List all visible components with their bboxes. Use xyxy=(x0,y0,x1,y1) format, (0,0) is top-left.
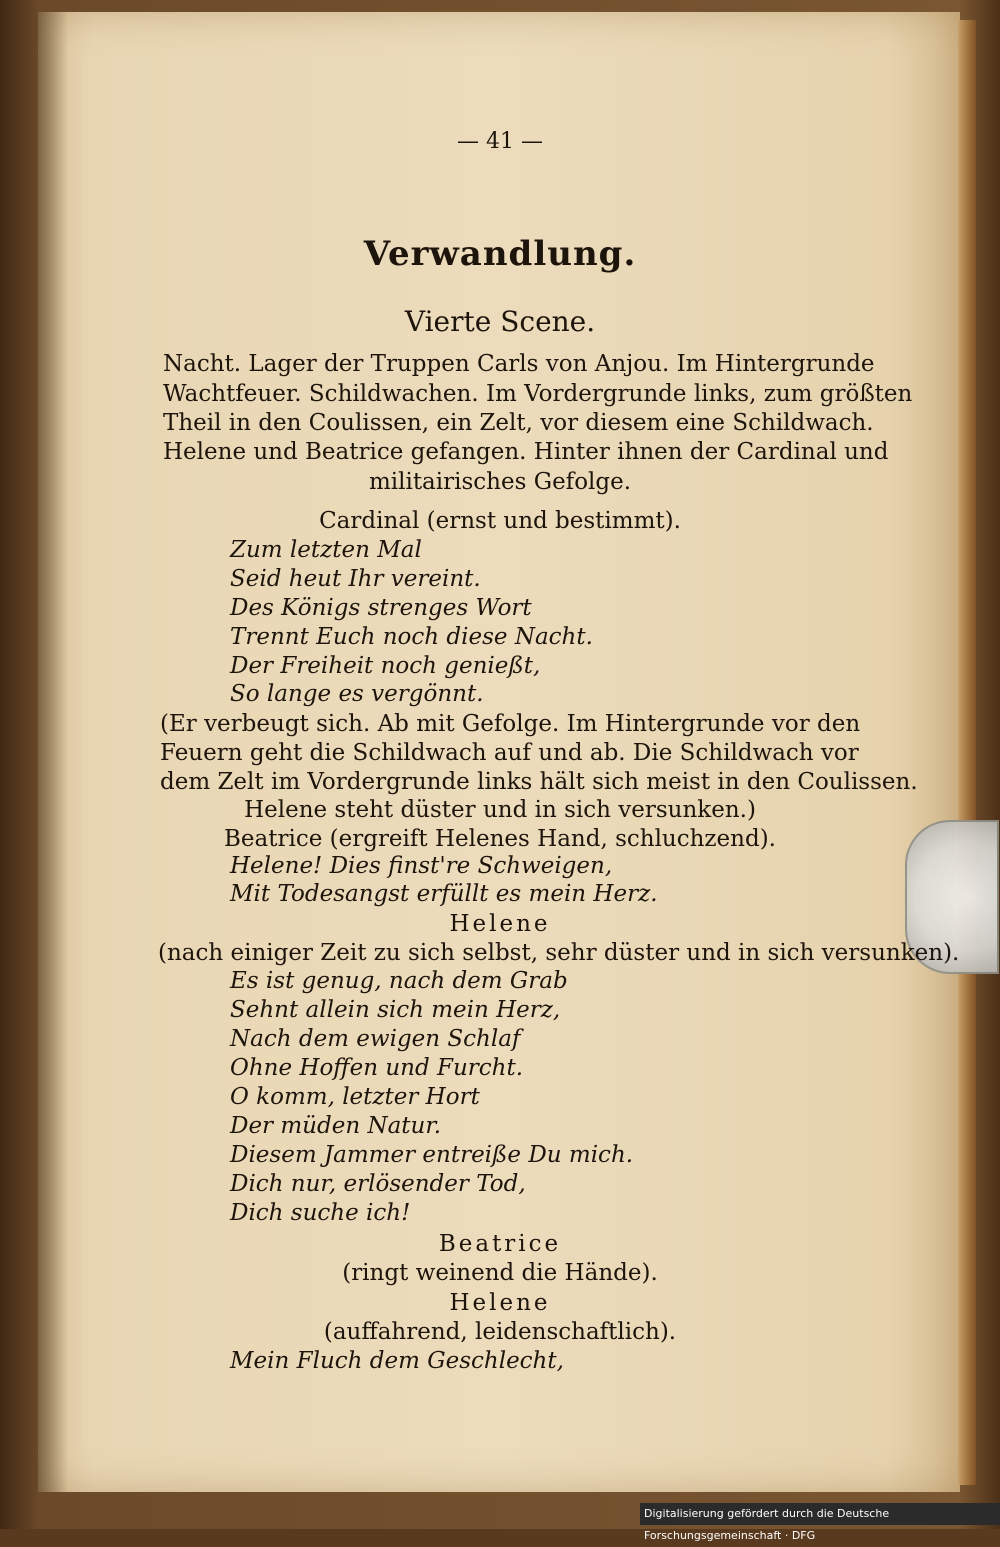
verse-line: Mein Fluch dem Geschlecht, xyxy=(230,1348,564,1374)
speaker-helene: Helene xyxy=(449,1290,551,1316)
dfg-footer xyxy=(640,1503,1000,1542)
stage-direction-line: Feuern geht die Schildwach auf und ab. Die Schildwach vor xyxy=(160,740,859,766)
verse-line: Nach dem ewigen Schlaf xyxy=(230,1026,521,1052)
stage-direction-line: Helene steht düster und in sich versunken.) xyxy=(244,797,756,823)
verse-line: Dich nur, erlösender Tod, xyxy=(230,1171,526,1197)
stage-direction-line: (auffahrend, leidenschaftlich). xyxy=(323,1319,677,1345)
verse-line: Der müden Natur. xyxy=(230,1113,442,1139)
footer-text: Digitalisierung gefördert durch die Deutsche Forschungsgemeinschaft · DFG xyxy=(644,1507,890,1542)
scene-title: Vierte Scene. xyxy=(404,305,596,338)
speaker-helene: Helene xyxy=(449,911,551,937)
heading: Verwandlung. xyxy=(363,234,637,274)
verse-line: Des Königs strenges Wort xyxy=(230,595,532,621)
stage-direction-line: Wachtfeuer. Schildwachen. Im Vordergrunde links, zum größten xyxy=(163,381,913,407)
verse-line: Zum letzten Mal xyxy=(230,537,422,563)
stage-direction-line: (Er verbeugt sich. Ab mit Gefolge. Im Hintergrunde vor den xyxy=(160,711,861,737)
speaker-cardinal: Cardinal (ernst und bestimmt). xyxy=(319,508,681,534)
verse-line: Mit Todesangst erfüllt es mein Herz. xyxy=(230,881,658,907)
verse-line: Der Freiheit noch genießt, xyxy=(230,653,541,679)
verse-line: Es ist genug, nach dem Grab xyxy=(230,968,568,994)
stage-direction-line: (nach einiger Zeit zu sich selbst, sehr düster und in sich versunken). xyxy=(158,940,960,966)
verse-line: Sehnt allein sich mein Herz, xyxy=(230,997,561,1023)
verse-line: So lange es vergönnt. xyxy=(230,681,484,707)
stage-direction-line: militairisches Gefolge. xyxy=(368,469,632,495)
verse-line: Diesem Jammer entreiße Du mich. xyxy=(230,1142,634,1168)
page-number: — 41 — xyxy=(457,129,543,154)
verse-line: Ohne Hoffen und Furcht. xyxy=(230,1055,524,1081)
stage-direction-line: Theil in den Coulissen, ein Zelt, vor diesem eine Schildwach. xyxy=(163,410,874,436)
stage-direction-line: Nacht. Lager der Truppen Carls von Anjou. Im Hintergrunde xyxy=(163,351,875,377)
stage-direction-line: (ringt weinend die Hände). xyxy=(342,1260,658,1286)
verse-line: Helene! Dies finst're Schweigen, xyxy=(230,853,613,879)
stage-direction-line: Helene und Beatrice gefangen. Hinter ihnen der Cardinal und xyxy=(163,439,889,465)
speaker-beatrice: Beatrice xyxy=(438,1231,562,1257)
verse-line: O komm, letzter Hort xyxy=(230,1084,480,1110)
verse-line: Seid heut Ihr vereint. xyxy=(230,566,481,592)
verse-line: Trennt Euch noch diese Nacht. xyxy=(230,624,593,650)
stage-direction-line: dem Zelt im Vordergrunde links hält sich meist in den Coulissen. xyxy=(160,769,918,795)
verse-line: Dich suche ich! xyxy=(230,1200,411,1226)
speaker-beatrice: Beatrice (ergreift Helenes Hand, schluchzend). xyxy=(224,826,776,852)
